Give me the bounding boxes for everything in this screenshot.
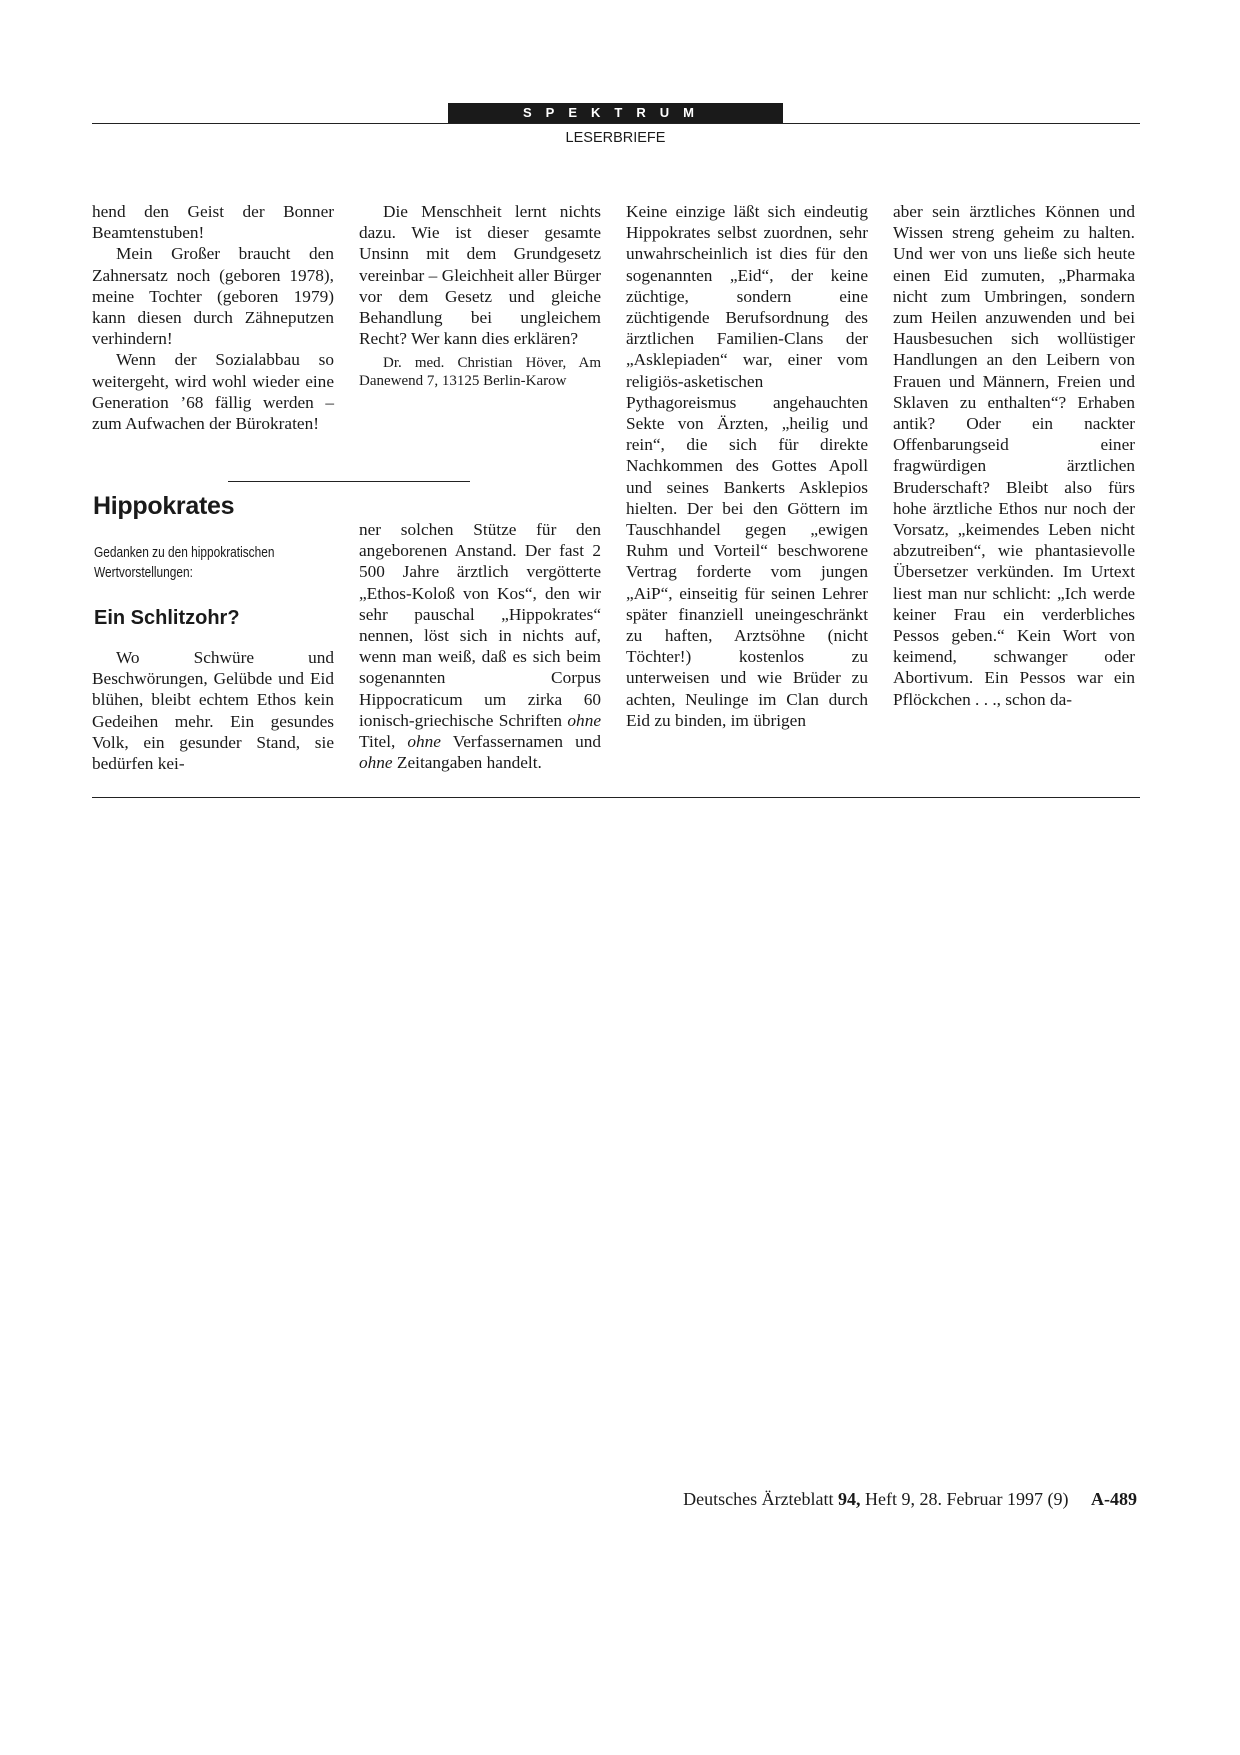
article-col2-text (359, 519, 601, 773)
italic-ohne-2: ohne (407, 732, 441, 752)
article-subtitle: Gedanken zu den hippokratischen Wertvorstellungen: (94, 545, 275, 581)
article-col3 (626, 201, 868, 731)
article-col4 (893, 201, 1135, 710)
article-col3-text: Keine einzige läßt sich eindeutig Hippokrates selbst zuordnen, sehr unwahrscheinlich ist dies für den sogenannten „Eid“, der keine züchtige, sondern eine züchtigende Berufsordnung des ärztlichen Familien-Clans der „Asklepiaden“ war, einer vom religiös-asketischen Pythagoreismus angehauchten Sekte von Ärzten, „heilig und rein“, die sich für direkte Nachkommen des Gottes Apoll und seines Bankerts Asklepios hielten. Der bei den Göttern im Tauschhandel gegen „ewigen Ruhm und Vorteil“ beschworene Vertrag forderte vom jungen „AiP“, einseitig für seinen Lehrer später finanziell uneingeschränkt zu haften, Arztsöhne (nicht Töchter!) kostenlos zu unterweisen und wie Brüder zu achten, Neulinge im Clan durch Eid zu binden, im übrigen (626, 202, 868, 730)
col2-text-b: Titel, (359, 732, 396, 752)
article-col1-text: Wo Schwüre und Beschwörungen, Gelübde und Eid blühen, bleibt echtem Ethos kein Gedeihen mehr. Ein gesundes Volk, ein gesunder Stand, sie bedürfen kei- (92, 648, 334, 774)
section-banner: SPEKTRUM (448, 103, 783, 123)
col1-para-2: Mein Großer braucht den Zahnersatz noch (geboren 1978), meine Tochter (geboren 1979) kann diesen durch Zähneputzen verhindern! (92, 244, 334, 349)
col2-text-c: Verfassernamen und (452, 732, 601, 752)
col1-para-1: hend den Geist der Bonner Beamtenstuben! (92, 202, 334, 243)
letter-signature: Dr. med. Christian Höver, Am Danewend 7, 13125 Berlin-Karow (359, 355, 601, 389)
article-subheading: Ein Schlitzohr? (94, 607, 240, 629)
col2-top-text (359, 201, 601, 390)
journal-issue: Heft 9, 28. Februar 1997 (9) (865, 1489, 1069, 1509)
article-col1 (92, 647, 334, 774)
col2-para-1: Die Menschheit lernt nichts dazu. Wie ist dieser gesamte Unsinn mit dem Grundgesetz vereinbar – Gleichheit aller Bürger vor dem Gesetz und gleiche Behandlung bei ungleichem Recht? Wer kann dies erklären? (359, 202, 601, 349)
article-col2 (359, 519, 601, 773)
article-title: Hippokrates (93, 492, 235, 520)
col2-text-a: ner solchen Stütze für den angeborenen Anstand. Der fast 2 500 Jahre ärztlich vergötterte „Ethos-Koloß von Kos“, den wir sehr pauschal „Hippokrates“ nennen, löst sich in nichts auf, wenn man weiß, daß es sich beim sogenannten Corpus Hippocraticum um zirka 60 ionisch-griechische Schriften (359, 520, 601, 730)
col1-para-3: Wenn der Sozialabbau so weitergeht, wird wohl wieder eine Generation ’68 fällig werden – zum Aufwachen der Bürokraten! (92, 350, 334, 434)
italic-ohne-3: ohne (359, 753, 393, 773)
italic-ohne-1: ohne (567, 710, 601, 730)
page-footer (683, 1489, 1137, 1510)
page-number: A-489 (1091, 1489, 1137, 1509)
journal-name: Deutsches Ärzteblatt (683, 1489, 834, 1509)
col1-top-text (92, 201, 334, 434)
letter-separator (228, 481, 470, 482)
article-col4-text: aber sein ärztliches Können und Wissen streng geheim zu halten. Und wer von uns ließe sich heute einen Eid zumuten, „Pharmaka nicht zum Umbringen, sondern zum Heilen anzuwenden und bei Hausbesuchen sich wollüstiger Handlungen an den Leibern von Frauen und Männern, Freien und Sklaven zu enthalten“? Erhaben antik? Oder ein nackter Offenbarungseid einer fragwürdigen ärztlichen Bruderschaft? Bleibt also fürs hohe ärztliche Ethos nur noch der Vorsatz, „keimendes Leben nicht abzutreiben“, wie phantasievolle Übersetzer verkünden. Im Urtext liest man nur schlicht: „Ich werde keiner Frau ein verderbliches Pessos geben.“ Kein Wort von keimend, schwanger oder Abortivum. Ein Pessos war ein Pflöckchen . . ., schon da- (893, 202, 1135, 709)
content-bottom-rule (92, 797, 1140, 798)
header-rule (92, 123, 1140, 124)
journal-volume: 94, (838, 1489, 861, 1509)
subsection-label: LESERBRIEFE (565, 130, 666, 146)
col2-text-d: Zeitangaben handelt. (396, 753, 542, 773)
